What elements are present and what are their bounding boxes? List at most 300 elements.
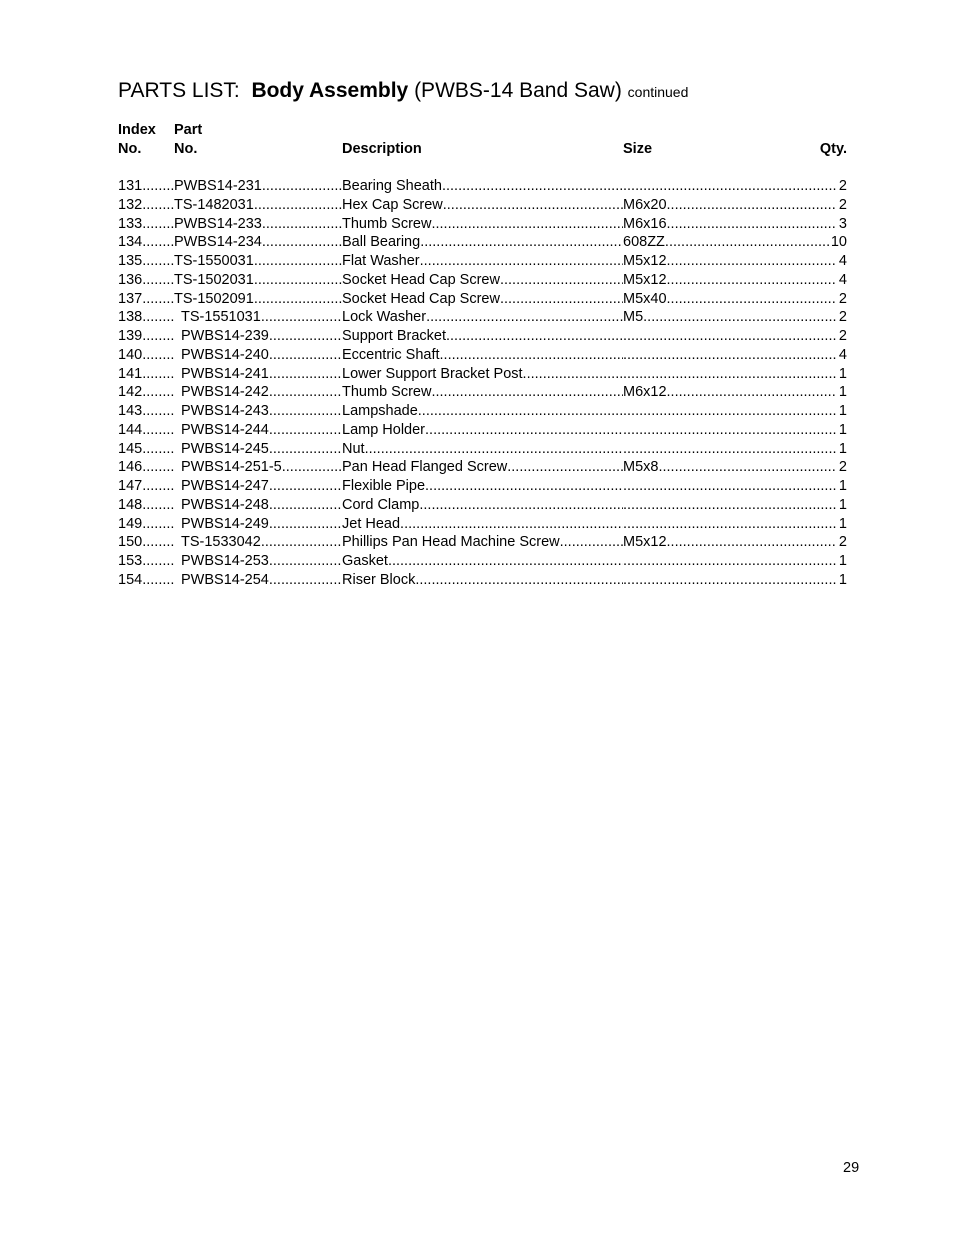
dot-leader — [142, 440, 174, 459]
description-cell — [342, 346, 623, 365]
dot-leader — [365, 440, 623, 459]
table-row — [118, 196, 847, 215]
dot-leader — [269, 440, 342, 459]
part-no-cell — [181, 571, 342, 590]
index-no-cell — [118, 271, 174, 290]
size: 608ZZ — [623, 234, 665, 251]
dot-leader — [426, 308, 623, 327]
dot-leader — [269, 571, 342, 590]
part-no: PWBS14-245 — [181, 440, 269, 457]
size-cell — [623, 421, 847, 440]
dot-leader — [443, 196, 623, 215]
description: Lampshade — [342, 403, 418, 419]
dot-leader — [142, 496, 174, 515]
dot-leader — [142, 515, 174, 534]
part-no-cell — [181, 458, 342, 477]
dot-leader — [261, 533, 342, 552]
dot-leader — [667, 290, 837, 309]
description: Eccentric Shaft — [342, 346, 440, 363]
table-row — [118, 383, 847, 402]
dot-leader — [500, 271, 623, 290]
size: M5x40 — [623, 290, 667, 307]
index-no-cell — [118, 440, 174, 459]
table-row — [118, 421, 847, 440]
dot-leader — [431, 215, 623, 234]
dot-leader — [269, 496, 342, 515]
table-row — [118, 177, 847, 196]
dot-leader — [388, 552, 623, 571]
page-title — [118, 78, 688, 105]
dot-leader — [643, 308, 837, 327]
qty: 4 — [838, 253, 847, 269]
index-no-cell — [118, 365, 174, 384]
size-cell — [623, 196, 847, 215]
qty: 2 — [838, 328, 847, 344]
description-cell — [342, 271, 623, 290]
description-cell — [342, 233, 623, 252]
title-bold: Body Assembly — [251, 79, 409, 102]
dot-leader — [142, 552, 174, 571]
description-cell — [342, 458, 623, 477]
index-no: 150 — [118, 534, 143, 551]
page-number: 29 — [843, 1160, 860, 1176]
header-description: Description — [342, 141, 422, 157]
size: M5x12 — [623, 534, 667, 551]
part-no: PWBS14-248 — [181, 496, 269, 513]
part-no-cell — [174, 196, 342, 215]
dot-leader — [142, 402, 174, 421]
part-no: PWBS14-234 — [174, 234, 262, 251]
dot-leader — [623, 440, 837, 459]
dot-leader — [142, 290, 174, 309]
part-no-cell — [174, 177, 342, 196]
size-cell — [623, 252, 847, 271]
description-cell — [342, 215, 623, 234]
qty: 2 — [838, 309, 847, 326]
size-cell — [623, 533, 847, 552]
table-row — [118, 571, 847, 590]
qty: 1 — [838, 553, 847, 569]
dot-leader — [142, 383, 174, 402]
index-no: 149 — [118, 515, 143, 532]
size: M5x12 — [623, 253, 667, 269]
dot-leader — [269, 346, 342, 365]
index-no: 146 — [118, 459, 143, 476]
index-no-cell — [118, 515, 174, 534]
dot-leader — [623, 365, 837, 384]
description-cell — [342, 290, 623, 309]
index-no: 139 — [118, 328, 143, 344]
description: Pan Head Flanged Screw — [342, 459, 508, 476]
table-row — [118, 308, 847, 327]
size-cell — [623, 271, 847, 290]
part-no: PWBS14-244 — [181, 421, 269, 438]
description-cell — [342, 421, 623, 440]
qty: 1 — [838, 478, 847, 494]
dot-leader — [500, 290, 623, 309]
index-no-cell — [118, 308, 174, 327]
dot-leader — [446, 327, 623, 346]
description: Bearing Sheath — [342, 178, 442, 194]
dot-leader — [623, 552, 837, 571]
qty: 3 — [838, 215, 847, 232]
dot-leader — [142, 308, 174, 327]
dot-leader — [142, 571, 174, 590]
size-cell — [623, 496, 847, 515]
part-no: PWBS14-254 — [181, 571, 269, 588]
index-no: 143 — [118, 403, 143, 419]
qty: 4 — [838, 346, 847, 363]
dot-leader — [142, 458, 174, 477]
table-row — [118, 496, 847, 515]
index-no-cell — [118, 290, 174, 309]
description: Phillips Pan Head Machine Screw — [342, 534, 560, 551]
dot-leader — [623, 421, 837, 440]
dot-leader — [425, 477, 623, 496]
description: Nut — [342, 440, 365, 457]
size-cell — [623, 233, 847, 252]
index-no-cell — [118, 252, 174, 271]
index-no: 154 — [118, 571, 143, 588]
size-cell — [623, 365, 847, 384]
qty: 1 — [838, 571, 847, 588]
index-no-cell — [118, 196, 174, 215]
description-cell — [342, 196, 623, 215]
dot-leader — [418, 402, 623, 421]
dot-leader — [269, 421, 342, 440]
index-no: 134 — [118, 234, 143, 251]
title-suffix: (PWBS-14 Band Saw) — [414, 79, 622, 102]
size-cell — [623, 402, 847, 421]
table-row — [118, 290, 847, 309]
dot-leader — [415, 571, 623, 590]
part-no: PWBS14-240 — [181, 346, 269, 363]
part-no-cell — [181, 515, 342, 534]
qty: 10 — [830, 234, 847, 251]
header-index-line2: No. — [118, 141, 142, 157]
qty: 1 — [838, 496, 847, 513]
index-no: 148 — [118, 496, 143, 513]
title-note: continued — [627, 84, 689, 100]
part-no: PWBS14-241 — [181, 365, 269, 382]
dot-leader — [269, 383, 342, 402]
index-no-cell — [118, 571, 174, 590]
description-cell — [342, 177, 623, 196]
dot-leader — [142, 533, 174, 552]
title-prefix: PARTS LIST: — [118, 79, 240, 102]
index-no: 141 — [118, 365, 143, 382]
dot-leader — [269, 552, 342, 571]
dot-leader — [262, 233, 342, 252]
table-row — [118, 533, 847, 552]
description: Thumb Screw — [342, 215, 432, 232]
part-no: PWBS14-249 — [181, 515, 269, 532]
qty: 4 — [838, 271, 847, 288]
index-no: 144 — [118, 421, 143, 438]
dot-leader — [507, 458, 623, 477]
qty: 2 — [838, 290, 847, 307]
dot-leader — [254, 196, 342, 215]
dot-leader — [431, 383, 623, 402]
index-no: 133 — [118, 215, 143, 232]
index-no: 140 — [118, 346, 143, 363]
table-row — [118, 477, 847, 496]
dot-leader — [420, 233, 623, 252]
dot-leader — [658, 458, 836, 477]
table-row — [118, 327, 847, 346]
dot-leader — [623, 515, 837, 534]
table-row — [118, 402, 847, 421]
part-no-cell — [181, 440, 342, 459]
size-cell — [623, 327, 847, 346]
index-no: 153 — [118, 553, 143, 569]
description: Thumb Screw — [342, 384, 432, 401]
dot-leader — [420, 252, 623, 271]
description: Hex Cap Screw — [342, 196, 443, 213]
dot-leader — [142, 233, 174, 252]
index-no-cell — [118, 233, 174, 252]
size-cell — [623, 458, 847, 477]
dot-leader — [667, 196, 837, 215]
dot-leader — [254, 252, 342, 271]
dot-leader — [623, 177, 837, 196]
dot-leader — [142, 421, 174, 440]
qty: 1 — [838, 440, 847, 457]
dot-leader — [665, 233, 829, 252]
qty: 2 — [838, 196, 847, 213]
dot-leader — [261, 308, 342, 327]
index-no-cell — [118, 552, 174, 571]
index-no-cell — [118, 533, 174, 552]
size: M6x16 — [623, 215, 667, 232]
header-part — [174, 121, 202, 159]
table-row — [118, 215, 847, 234]
dot-leader — [262, 215, 342, 234]
index-no: 142 — [118, 384, 143, 401]
description-cell — [342, 515, 623, 534]
dot-leader — [400, 515, 623, 534]
qty: 2 — [838, 178, 847, 194]
part-no: TS-1482031 — [174, 196, 254, 213]
table-row — [118, 271, 847, 290]
size-cell — [623, 552, 847, 571]
dot-leader — [623, 327, 837, 346]
description: Lamp Holder — [342, 421, 426, 438]
index-no: 147 — [118, 478, 143, 494]
dot-leader — [667, 533, 837, 552]
qty: 1 — [838, 365, 847, 382]
dot-leader — [254, 290, 342, 309]
dot-leader — [142, 252, 174, 271]
description: Cord Clamp — [342, 496, 420, 513]
qty: 1 — [838, 384, 847, 401]
part-no-cell — [181, 533, 342, 552]
table-row — [118, 552, 847, 571]
size-cell — [623, 515, 847, 534]
part-no-cell — [181, 421, 342, 440]
description-cell — [342, 252, 623, 271]
qty: 1 — [838, 403, 847, 419]
dot-leader — [560, 533, 623, 552]
size: M5 — [623, 309, 644, 326]
part-no-cell — [181, 496, 342, 515]
table-row — [118, 365, 847, 384]
description: Ball Bearing — [342, 234, 421, 251]
qty: 1 — [838, 515, 847, 532]
part-no-cell — [174, 290, 342, 309]
index-no: 131 — [118, 178, 143, 194]
header-part-line2: No. — [174, 141, 198, 157]
qty: 2 — [838, 534, 847, 551]
size-cell — [623, 477, 847, 496]
index-no-cell — [118, 421, 174, 440]
description: Lock Washer — [342, 309, 427, 326]
dot-leader — [440, 346, 623, 365]
index-no-cell — [118, 458, 174, 477]
table-row — [118, 252, 847, 271]
description-cell — [342, 440, 623, 459]
table-row — [118, 346, 847, 365]
dot-leader — [142, 196, 174, 215]
description-cell — [342, 365, 623, 384]
dot-leader — [142, 177, 174, 196]
description-cell — [342, 533, 623, 552]
index-no: 137 — [118, 290, 143, 307]
part-no-cell — [181, 365, 342, 384]
index-no: 138 — [118, 309, 143, 326]
size-cell — [623, 440, 847, 459]
part-no: TS-1502031 — [174, 271, 254, 288]
dot-leader — [142, 477, 174, 496]
description: Gasket — [342, 553, 388, 569]
index-no: 135 — [118, 253, 143, 269]
dot-leader — [523, 365, 623, 384]
size-cell — [623, 383, 847, 402]
part-no: PWBS14-239 — [181, 328, 269, 344]
index-no-cell — [118, 496, 174, 515]
size-cell — [623, 290, 847, 309]
dot-leader — [667, 383, 837, 402]
description: Flexible Pipe — [342, 478, 426, 494]
part-no: PWBS14-233 — [174, 215, 262, 232]
size-cell — [623, 177, 847, 196]
dot-leader — [262, 177, 342, 196]
index-no-cell — [118, 477, 174, 496]
dot-leader — [142, 271, 174, 290]
size: M5x12 — [623, 271, 667, 288]
table-row — [118, 233, 847, 252]
dot-leader — [623, 571, 837, 590]
description-cell — [342, 552, 623, 571]
dot-leader — [282, 458, 342, 477]
part-no-cell — [181, 402, 342, 421]
description: Riser Block — [342, 571, 416, 588]
description-cell — [342, 308, 623, 327]
description: Jet Head — [342, 515, 401, 532]
part-no: PWBS14-253 — [181, 553, 269, 569]
part-no-cell — [181, 327, 342, 346]
part-no: TS-1502091 — [174, 290, 254, 307]
part-no: PWBS14-251-5 — [181, 459, 282, 476]
size-cell — [623, 571, 847, 590]
description: Support Bracket — [342, 328, 446, 344]
part-no-cell — [181, 477, 342, 496]
description-cell — [342, 327, 623, 346]
qty: 1 — [838, 421, 847, 438]
part-no-cell — [181, 308, 342, 327]
part-no: PWBS14-243 — [181, 403, 269, 419]
dot-leader — [623, 402, 837, 421]
index-no: 145 — [118, 440, 143, 457]
table-row — [118, 458, 847, 477]
header-index — [118, 121, 156, 159]
description: Flat Washer — [342, 253, 420, 269]
part-no-cell — [174, 233, 342, 252]
part-no-cell — [181, 552, 342, 571]
dot-leader — [667, 215, 837, 234]
part-no-cell — [181, 383, 342, 402]
part-no: TS-1551031 — [181, 309, 261, 326]
header-part-line1: Part — [174, 122, 203, 138]
dot-leader — [667, 252, 837, 271]
index-no-cell — [118, 327, 174, 346]
dot-leader — [254, 271, 342, 290]
part-no: TS-1550031 — [174, 253, 254, 269]
header-qty: Qty. — [819, 141, 847, 157]
table-row — [118, 515, 847, 534]
dot-leader — [425, 421, 623, 440]
dot-leader — [142, 346, 174, 365]
description-cell — [342, 383, 623, 402]
dot-leader — [623, 477, 837, 496]
header-size: Size — [623, 141, 653, 157]
size-cell — [623, 215, 847, 234]
index-no-cell — [118, 402, 174, 421]
qty: 2 — [838, 459, 847, 476]
size: M6x12 — [623, 384, 667, 401]
index-no-cell — [118, 215, 174, 234]
index-no-cell — [118, 346, 174, 365]
description-cell — [342, 402, 623, 421]
index-no-cell — [118, 383, 174, 402]
dot-leader — [269, 327, 342, 346]
description-cell — [342, 571, 623, 590]
parts-table — [118, 177, 847, 590]
part-no-cell — [174, 271, 342, 290]
size-cell — [623, 308, 847, 327]
size: M6x20 — [623, 196, 667, 213]
dot-leader — [419, 496, 623, 515]
header-index-line1: Index — [118, 122, 156, 138]
part-no-cell — [181, 346, 342, 365]
index-no: 132 — [118, 196, 143, 213]
dot-leader — [142, 215, 174, 234]
dot-leader — [667, 271, 837, 290]
dot-leader — [142, 327, 174, 346]
part-no: PWBS14-247 — [181, 478, 269, 494]
description: Lower Support Bracket Post — [342, 365, 523, 382]
description: Socket Head Cap Screw — [342, 271, 500, 288]
dot-leader — [269, 402, 342, 421]
size-cell — [623, 346, 847, 365]
dot-leader — [623, 346, 837, 365]
part-no-cell — [174, 215, 342, 234]
size: M5x8 — [623, 459, 659, 476]
dot-leader — [269, 515, 342, 534]
description-cell — [342, 477, 623, 496]
dot-leader — [142, 365, 174, 384]
part-no-cell — [174, 252, 342, 271]
